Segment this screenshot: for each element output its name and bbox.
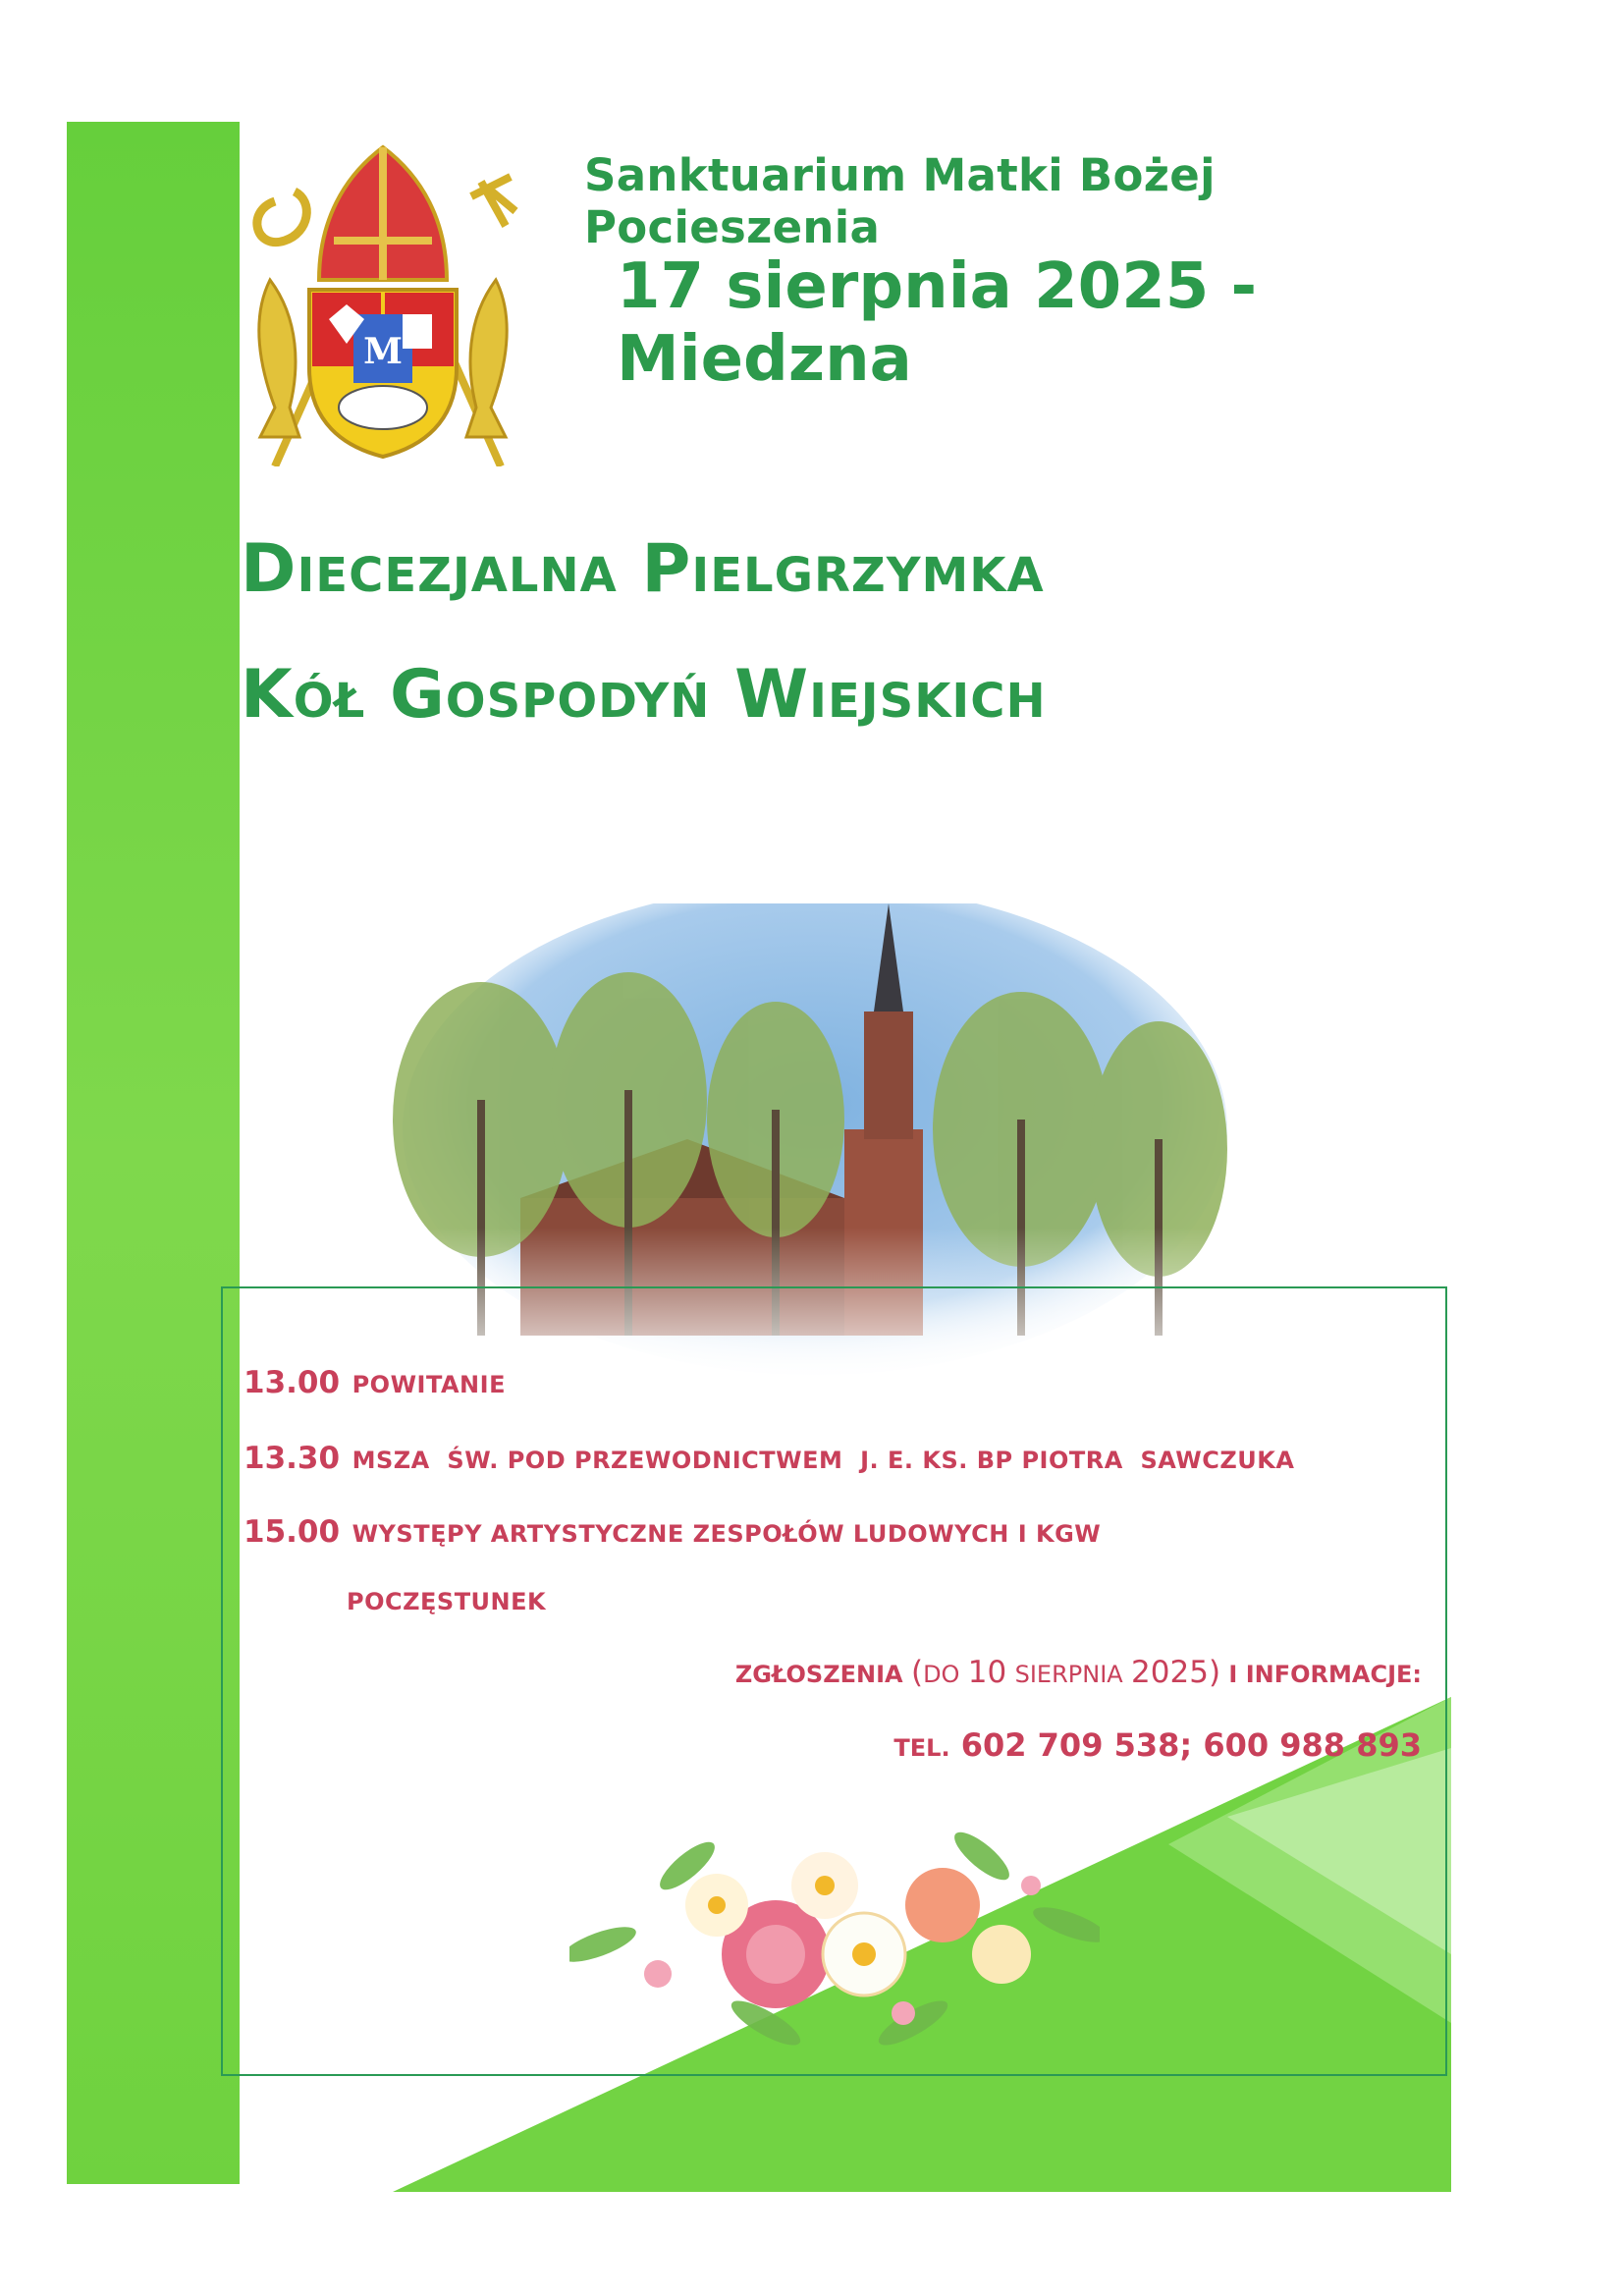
schedule-text: POCZĘSTUNEK [347, 1588, 547, 1615]
schedule-row-mass [243, 1441, 1294, 1490]
phone-numbers: 602 709 538; 600 988 893 [960, 1726, 1422, 1764]
schedule-time: 13.00 [243, 1365, 341, 1400]
deadline-day: 10 [967, 1655, 1007, 1690]
deadline-year: 2025 [1131, 1655, 1209, 1690]
paren-open: ( [910, 1655, 924, 1690]
schedule-text: WYSTĘPY ARTYSTYCZNE ZESPOŁÓW LUDOWYCH I KGW [352, 1520, 1102, 1548]
schedule-row-performances [243, 1514, 1101, 1563]
schedule-row-refreshments [347, 1588, 546, 1637]
schedule-text: POWITANIE [352, 1371, 506, 1398]
event-title-line-1: Diecezjalna Pielgrzymka [241, 530, 1045, 608]
tel-label: TEL. [893, 1734, 950, 1762]
flower-bouquet-icon [569, 1807, 1100, 2062]
registration-label: ZGŁOSZENIA [734, 1661, 903, 1688]
schedule-row-welcome [243, 1365, 506, 1414]
info-label: I INFORMACJE: [1228, 1661, 1422, 1688]
svg-text:M: M [363, 331, 403, 372]
event-date-place: 17 sierpnia 2025 - Miedzna [617, 250, 1258, 396]
registration-info [735, 1655, 1422, 1690]
event-title-line-2: Kół Gospodyń Wiejskich [241, 656, 1047, 734]
schedule-time: 13.30 [243, 1441, 341, 1476]
deadline-month: SIERPNIA [1014, 1661, 1123, 1688]
paren-close: ) [1208, 1655, 1221, 1690]
diocese-coat-of-arms-icon [236, 142, 530, 466]
phone-info [893, 1726, 1422, 1764]
deadline-do: DO [923, 1661, 960, 1688]
sanctuary-name: Sanktuarium Matki Bożej Pocieszenia [584, 149, 1216, 253]
schedule-text: MSZA ŚW. POD PRZEWODNICTWEM J. E. KS. BP PIOTRA SAWCZUKA [352, 1447, 1295, 1474]
schedule-time: 15.00 [243, 1514, 341, 1550]
